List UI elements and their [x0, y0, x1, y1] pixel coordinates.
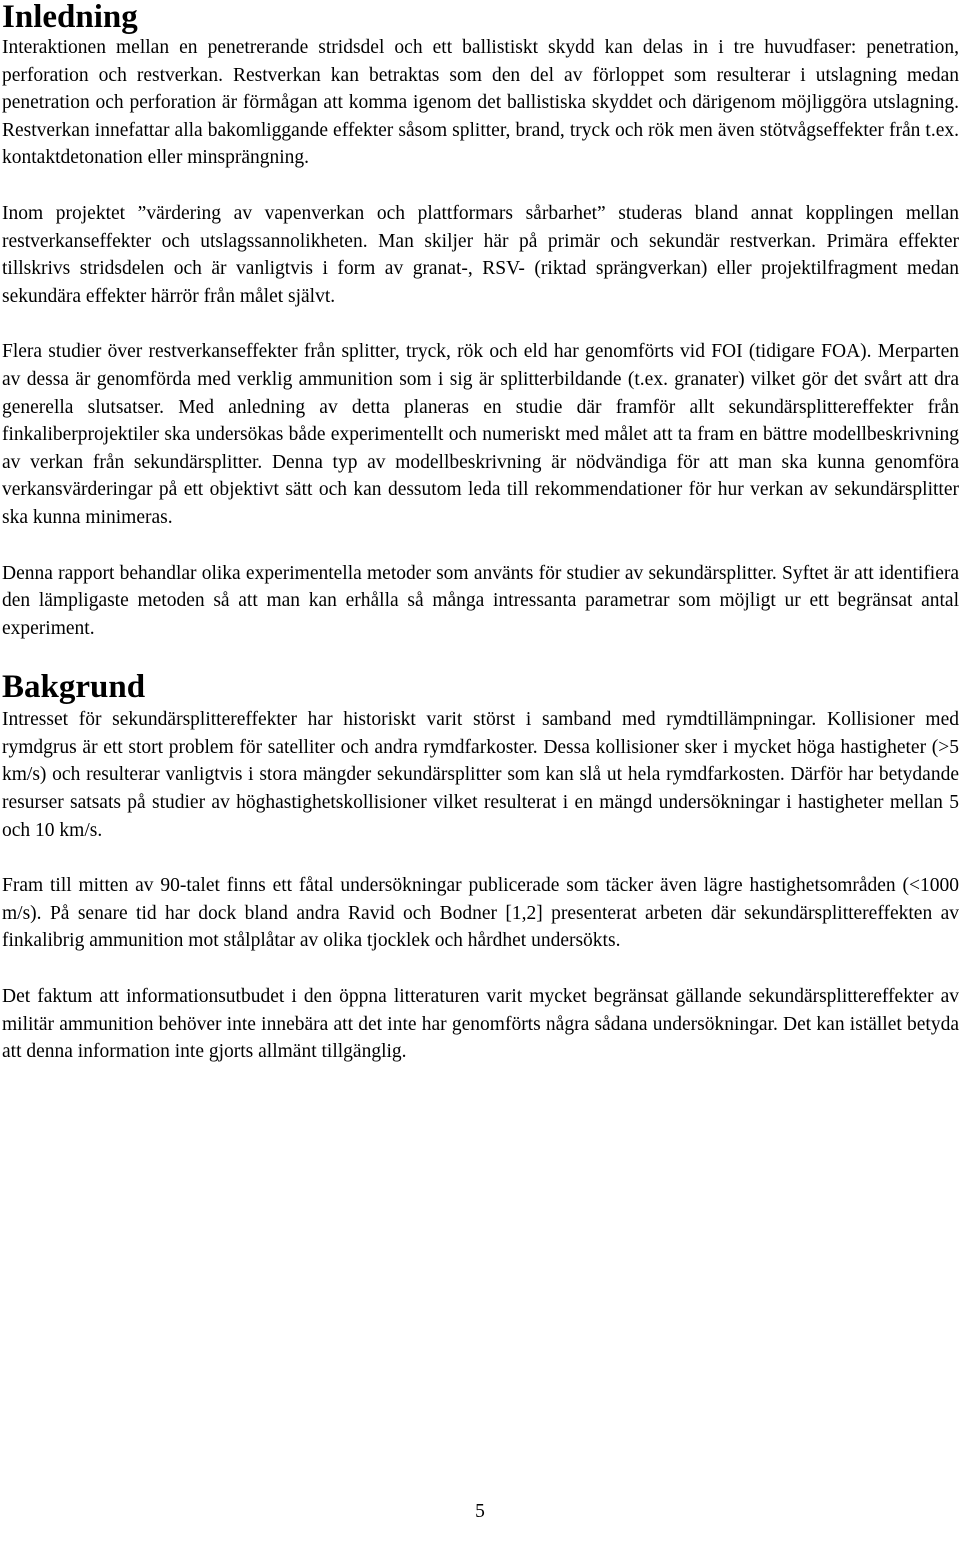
page-number: 5 — [475, 1501, 485, 1522]
section-heading-bakgrund: Bakgrund — [2, 669, 146, 706]
paragraph: Denna rapport behandlar olika experimentella metoder som använts för studier av sekundärsplitter. Syftet är att identifiera den lämpligaste metoden så att man kan erhålla så många intressanta parametrar som möjligt ur ett begränsat antal experiment. — [2, 562, 959, 639]
paragraph: Fram till mitten av 90-talet finns ett fåtal undersökningar publicerade som täcker även lägre hastighetsområden (<1000 m/s). På senare tid har dock bland andra Ravid och Bodner [1,2] presenterat arbeten där sekundärsplittereffekten av finkalibrig ammunition mot stålplåtar av olika tjocklek och hårdhet undersökts. — [2, 875, 959, 952]
paragraph: Interaktionen mellan en penetrerande stridsdel och ett ballistiskt skydd kan delas in i tre huvudfaser: penetration, perforation och restverkan. Restverkan kan betraktas som den del av förloppet som resulterar i utslagning medan penetration och perforation är förmågan att komma igenom det ballistiska skyddet och därigenom möjliggöra utslagning. Restverkan innefattar alla bakomliggande effekter såsom splitter, brand, tryck och rök men även stötvågseffekter från t.ex. kontaktdetonation eller minsprängning. — [2, 37, 959, 169]
paragraph: Det faktum att informationsutbudet i den öppna litteraturen varit mycket begränsat gällande sekundärsplittereffekter av militär ammunition behöver inte innebära att det inte har genomförts några sådana undersökningar. Det kan istället betyda att denna information inte gjorts allmänt tillgänglig. — [2, 986, 959, 1063]
page-content — [2, 0, 959, 1094]
section-heading-inledning: Inledning — [2, 0, 138, 35]
paragraph: Intresset för sekundärsplittereffekter har historiskt varit störst i samband med rymdtillämpningar. Kollisioner med rymdgrus är ett stort problem för satelliter och andra rymdfarkoster. Dessa kollisioner sker i mycket höga hastigheter (>5 km/s) och resulterar vanligtvis i stora mängder sekundärsplitter som kan slå ut hela rymdfarkosten. Därför har betydande resurser satsats på studier av höghastighetskollisioner vilket resulterat i en mängd undersökningar i hastigheter mellan 5 och 10 km/s. — [2, 709, 959, 841]
paragraph: Flera studier över restverkanseffekter från splitter, tryck, rök och eld har genomförts vid FOI (tidigare FOA). Merparten av dessa är genomförda med verklig ammunition som i sig är splitterbildande (t.ex. granater) vilket gör det svårt att dra generella slutsatser. Med anledning av detta planeras en studie där framför allt sekundärsplittereffekter från finkaliberprojektiler ska undersökas både experimentellt och numeriskt med målet att ta fram en bättre modellbeskrivning av verkan från sekundärsplitter. Denna typ av modellbeskrivning är nödvändiga för att man ska kunna genomföra verkansvärderingar på ett objektivt sätt och kan dessutom leda till rekommendationer för hur verkan av sekundärsplitter ska kunna minimeras. — [2, 341, 959, 528]
paragraph: Inom projektet ”värdering av vapenverkan och plattformars sårbarhet” studeras bland annat kopplingen mellan restverkanseffekter och utslagssannolikheten. Man skiljer här på primär och sekundär restverkan. Primära effekter tillskrivs stridsdelen och är vanligtvis i form av granat-, RSV- (riktad sprängverkan) eller projektilfragment medan sekundära effekter härrör från målet självt. — [2, 202, 959, 307]
